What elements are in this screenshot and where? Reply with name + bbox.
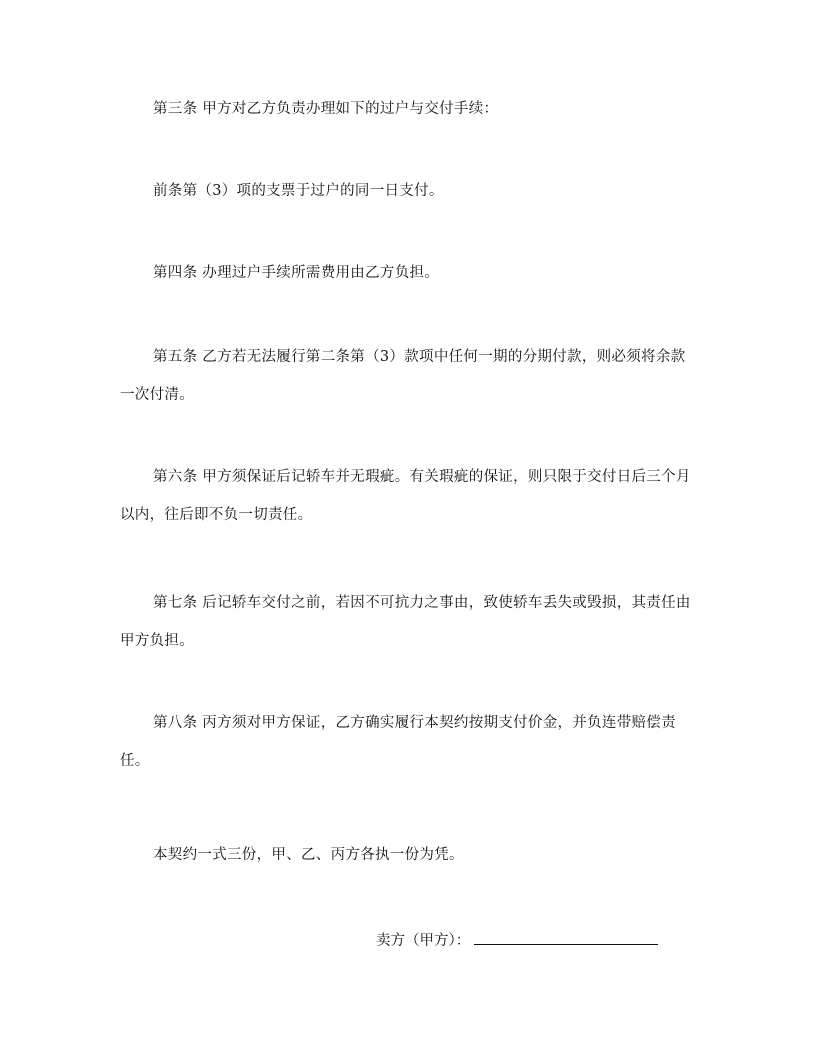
clause-7: 第七条 后记轿车交付之前，若因不可抗力之事由，致使轿车丢失或毁损，其责任由甲方负担。: [120, 595, 691, 649]
seller-signature-line[interactable]: [474, 926, 658, 945]
seller-signature-label: 卖方（甲方）：: [376, 933, 471, 949]
clause-3-note: 前条第（3）项的支票于过户的同一日支付。: [153, 183, 444, 199]
clause-4: 第四条 办理过户手续所需费用由乙方负担。: [153, 265, 440, 281]
copies-clause: 本契约一式三份，甲、乙、丙方各执一份为凭。: [153, 847, 464, 863]
clause-3: 第三条 甲方对乙方负责办理如下的过户与交付手续：: [153, 101, 499, 117]
clause-6: 第六条 甲方须保证后记轿车并无瑕疵。有关瑕疵的保证，则只限于交付日后三个月以内，往后即不负一切责任。: [120, 469, 691, 523]
seller-signature: [376, 922, 658, 960]
clause-8: 第八条 丙方须对甲方保证，乙方确实履行本契约按期支付价金，并负连带赔偿责任。: [120, 715, 676, 769]
clause-5: 第五条 乙方若无法履行第二条第（3）款项中任何一期的分期付款，则必须将余款一次付清。: [120, 349, 686, 403]
